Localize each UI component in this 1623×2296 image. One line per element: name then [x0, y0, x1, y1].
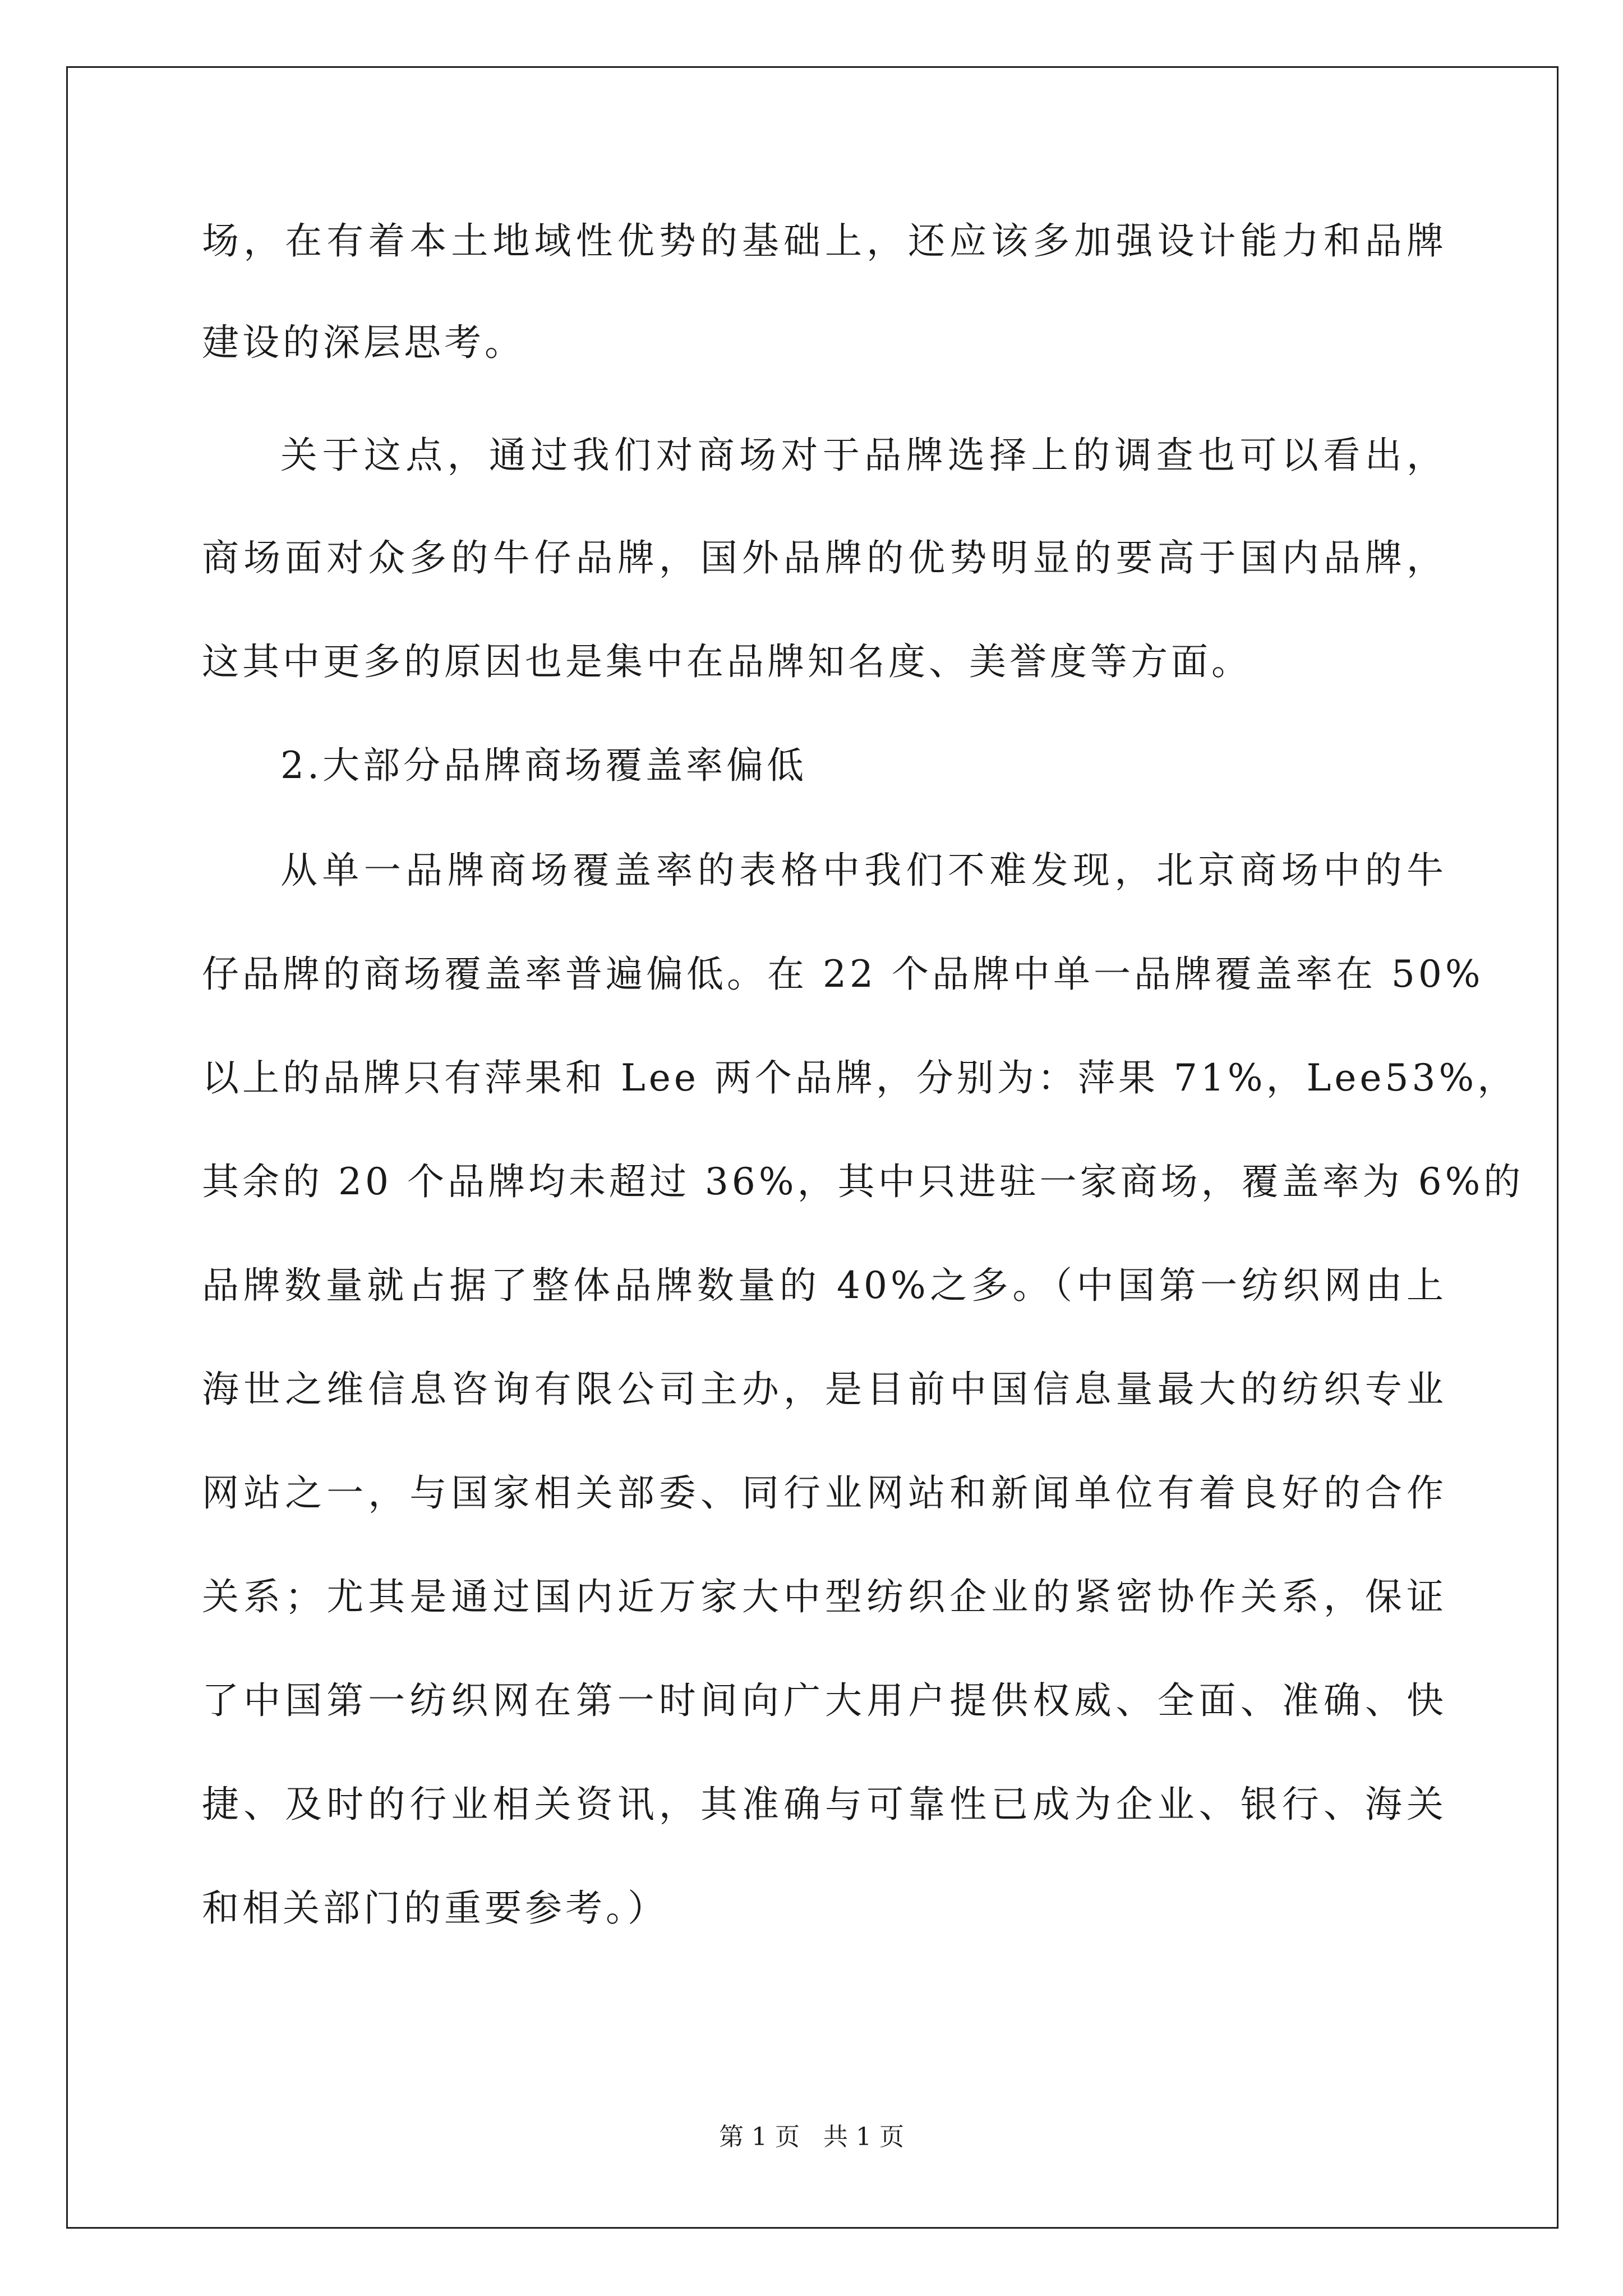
- paragraph-line: 场，在有着本土地域性优势的基础上，还应该多加强设计能力和品牌: [202, 219, 1447, 263]
- section-heading: 2.大部分品牌商场覆盖率偏低: [280, 744, 807, 787]
- paragraph-line: 以上的品牌只有萍果和 Lee 两个品牌，分别为：萍果 71%，Lee53%，: [202, 1056, 1518, 1099]
- paragraph-line: 品牌数量就占据了整体品牌数量的 40%之多。（中国第一纺织网由上: [202, 1264, 1447, 1307]
- paragraph-line: 关系；尤其是通过国内近万家大中型纺织企业的紧密协作关系，保证: [202, 1575, 1447, 1618]
- paragraph-line: 这其中更多的原因也是集中在品牌知名度、美誉度等方面。: [202, 640, 1252, 683]
- paragraph-line: 网站之一，与国家相关部委、同行业网站和新闻单位有着良好的合作: [202, 1471, 1447, 1515]
- paragraph-line: 捷、及时的行业相关资讯，其准确与可靠性已成为企业、银行、海关: [202, 1783, 1447, 1826]
- paragraph-line: 关于这点，通过我们对商场对于品牌选择上的调查也可以看出，: [280, 434, 1447, 477]
- paragraph-line: 和相关部门的重要参考。）: [202, 1887, 668, 1930]
- paragraph-line: 从单一品牌商场覆盖率的表格中我们不难发现，北京商场中的牛: [280, 849, 1447, 892]
- paragraph-line: 商场面对众多的牛仔品牌，国外品牌的优势明显的要高于国内品牌，: [202, 536, 1447, 579]
- page-footer: 第 1 页 共 1 页: [719, 2123, 904, 2151]
- paragraph-line: 仔品牌的商场覆盖率普遍偏低。在 22 个品牌中单一品牌覆盖率在 50%: [202, 953, 1484, 996]
- paragraph-line: 建设的深层思考。: [202, 321, 525, 364]
- paragraph-line: 其余的 20 个品牌均未超过 36%，其中只进驻一家商场，覆盖率为 6%的: [202, 1160, 1524, 1203]
- paragraph-line: 了中国第一纺织网在第一时间向广大用户提供权威、全面、准确、快: [202, 1679, 1447, 1722]
- paragraph-line: 海世之维信息咨询有限公司主办，是目前中国信息量最大的纺织专业: [202, 1368, 1447, 1411]
